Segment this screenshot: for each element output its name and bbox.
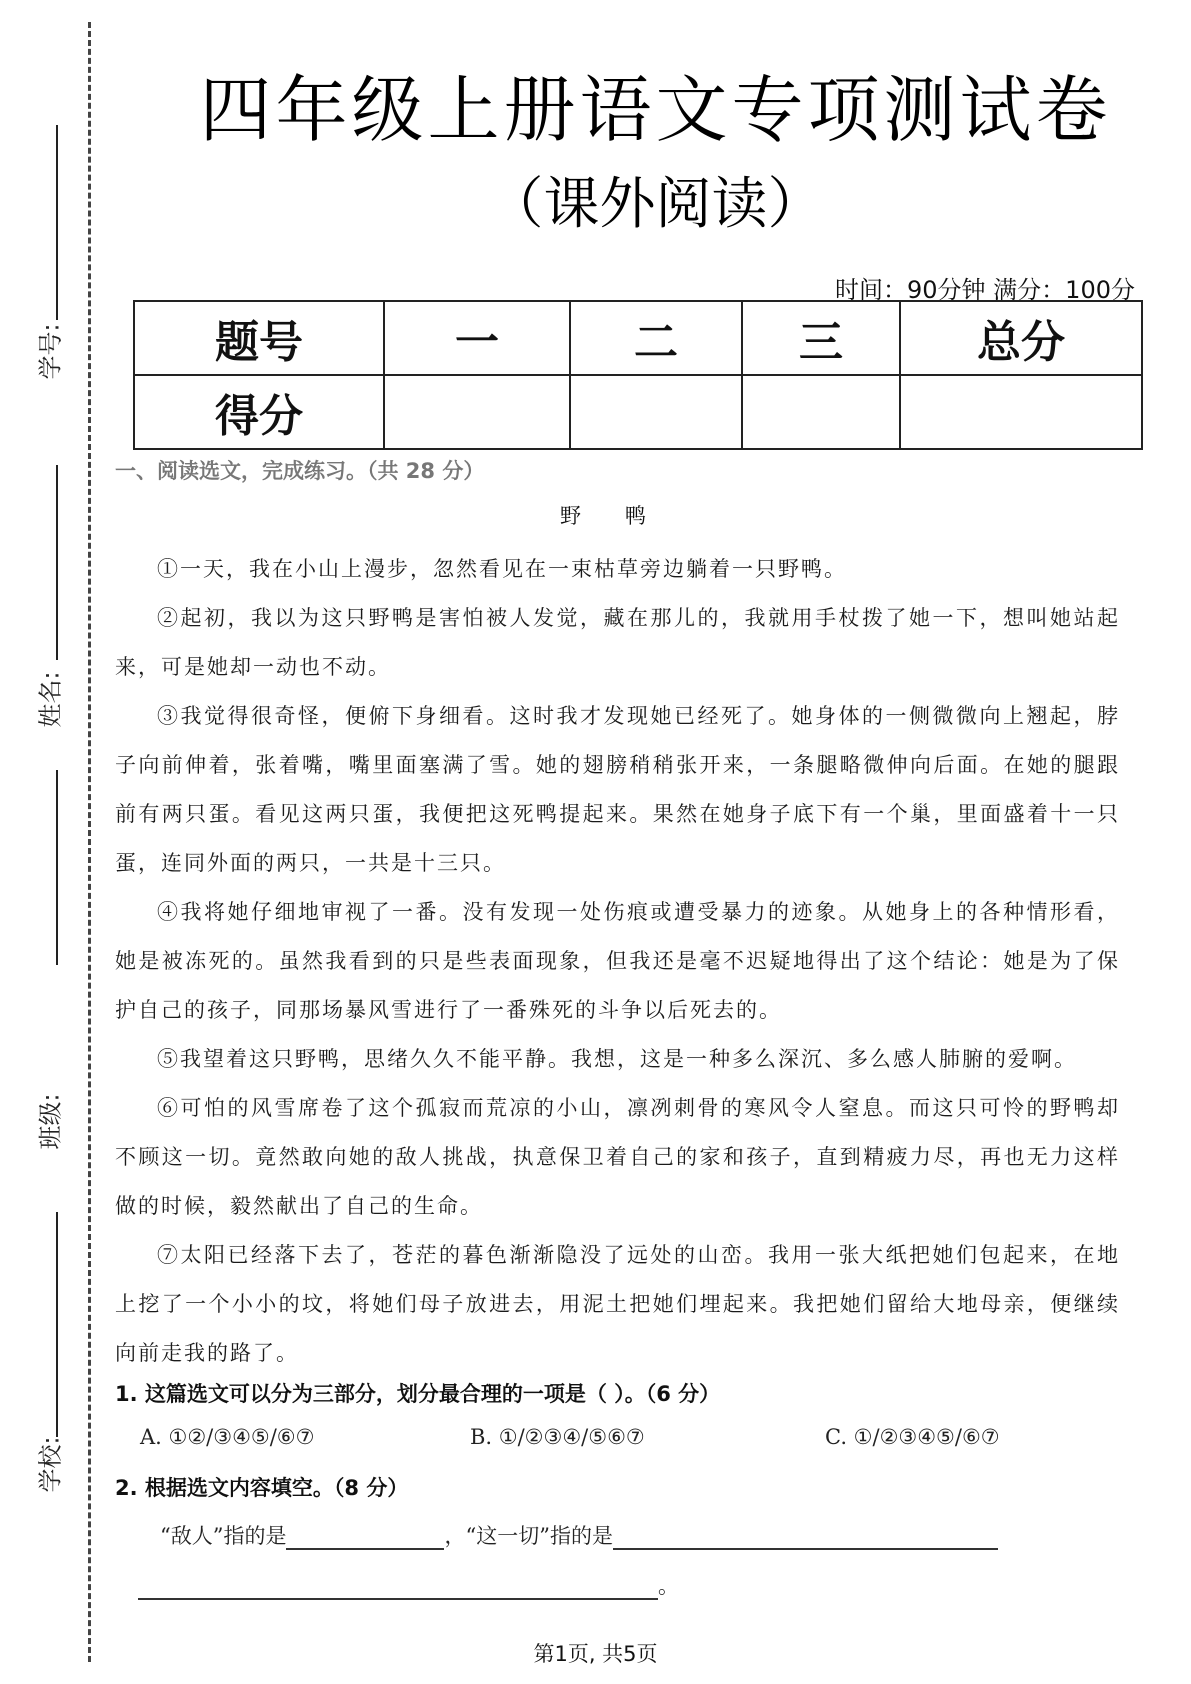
question-2-fill-row [160, 1520, 1120, 1550]
class-label: 班级: [36, 1093, 65, 1150]
exam-title: 四年级上册语文专项测试卷 [199, 68, 1112, 152]
col-total: 总分 [900, 301, 1142, 375]
row-header-score: 得分 [134, 375, 384, 449]
paragraph-1: ①一天，我在小山上漫步，忽然看见在一束枯草旁边躺着一只野鸭。 [157, 557, 847, 581]
option-a[interactable]: A. ①②/③④⑤/⑥⑦ [140, 1425, 315, 1449]
col-3: 三 [742, 301, 900, 375]
question-2: 2. 根据选文内容填空。（8 分） [115, 1476, 409, 1500]
paragraph-2: ②起初，我以为这只野鸭是害怕被人发觉，藏在那儿的，我就用手杖拨了她一下，想叫她站起来，可是她却一动也不动。 [115, 606, 1120, 679]
question-2-fill-row-2 [138, 1570, 679, 1600]
student-id-line [56, 125, 58, 320]
option-b[interactable]: B. ①/②③④/⑤⑥⑦ [470, 1425, 645, 1449]
row-header-question: 题号 [134, 301, 384, 375]
score-cell-total[interactable] [900, 375, 1142, 449]
question-1: 1. 这篇选文可以分为三部分，划分最合理的一项是（ ）。（6 分） [115, 1382, 721, 1406]
paragraph-7: ⑦太阳已经落下去了，苍茫的暮色渐渐隐没了远处的山峦。我用一张大纸把她们包起来，在地上挖了一个小小的坟，将她们母子放进去，用泥土把她们埋起来。我把她们留给大地母亲，便继续向前走我的路了。 [115, 1243, 1120, 1365]
passage-body [115, 545, 1120, 1378]
school-line [56, 1212, 58, 1437]
question-number-row [134, 301, 1142, 375]
school-label: 学校: [36, 1436, 65, 1493]
name-line [56, 465, 58, 660]
paragraph-5: ⑤我望着这只野鸭，思绪久久不能平静。我想，这是一种多么深沉、多么感人肺腑的爱啊。 [157, 1047, 1077, 1071]
paragraph-6: ⑥可怕的风雪席卷了这个孤寂而荒凉的小山，凛冽刺骨的寒风令人窒息。而这只可怜的野鸭却不顾这一切。竟然敢向她的敌人挑战，执意保卫着自己的家和孩子，直到精疲力尽，再也无力这样做的时候，毅然献出了自己的生命。 [115, 1096, 1120, 1218]
student-id-label: 学号: [36, 323, 65, 380]
option-c[interactable]: C. ①/②③④⑤/⑥⑦ [825, 1425, 1000, 1449]
score-cell-1[interactable] [384, 375, 570, 449]
paragraph-3: ③我觉得很奇怪，便俯下身细看。这时我才发现她已经死了。她身体的一侧微微向上翘起，脖子向前伸着，张着嘴，嘴里面塞满了雪。她的翅膀稍稍张开来，一条腿略微伸向后面。在她的腿跟前有两只蛋。看见这两只蛋，我便把这死鸭提起来。果然在她身子底下有一个巢，里面盛着十一只蛋，连同外面的两只，一共是十三只。 [115, 704, 1120, 875]
paragraph-4: ④我将她仔细地审视了一番。没有发现一处伤痕或遭受暴力的迹象。从她身上的各种情形看，她是被冻死的。虽然我看到的只是些表面现象，但我还是毫不迟疑地得出了这个结论：她是为了保护自己的孩子，同那场暴风雪进行了一番殊死的斗争以后死去的。 [115, 900, 1120, 1022]
enemy-answer-blank[interactable] [286, 1524, 444, 1550]
col-1: 一 [384, 301, 570, 375]
fill-prompt-all-this: ，“这一切”指的是 [444, 1524, 613, 1548]
all-this-answer-blank-2[interactable] [138, 1574, 658, 1600]
all-this-answer-blank-1[interactable] [613, 1524, 998, 1550]
page-number: 第1页, 共5页 [533, 1642, 658, 1666]
exam-subtitle: （课外阅读） [487, 172, 824, 237]
exam-time-score: 时间：90分钟 满分：100分 [835, 276, 1135, 304]
name-label: 姓名: [36, 671, 65, 728]
passage-title: 野鸭 [560, 504, 690, 528]
score-cell-2[interactable] [570, 375, 742, 449]
class-line [56, 770, 58, 965]
score-cell-3[interactable] [742, 375, 900, 449]
fill-prompt-enemy: “敌人”指的是 [160, 1524, 287, 1548]
score-row [134, 375, 1142, 449]
question-1-options [140, 1425, 1100, 1449]
col-2: 二 [570, 301, 742, 375]
fill-end-period: 。 [658, 1574, 679, 1598]
section-heading: 一、阅读选文，完成练习。（共 28 分） [115, 459, 485, 483]
binding-cut-line [88, 22, 91, 1662]
score-table [133, 300, 1143, 450]
